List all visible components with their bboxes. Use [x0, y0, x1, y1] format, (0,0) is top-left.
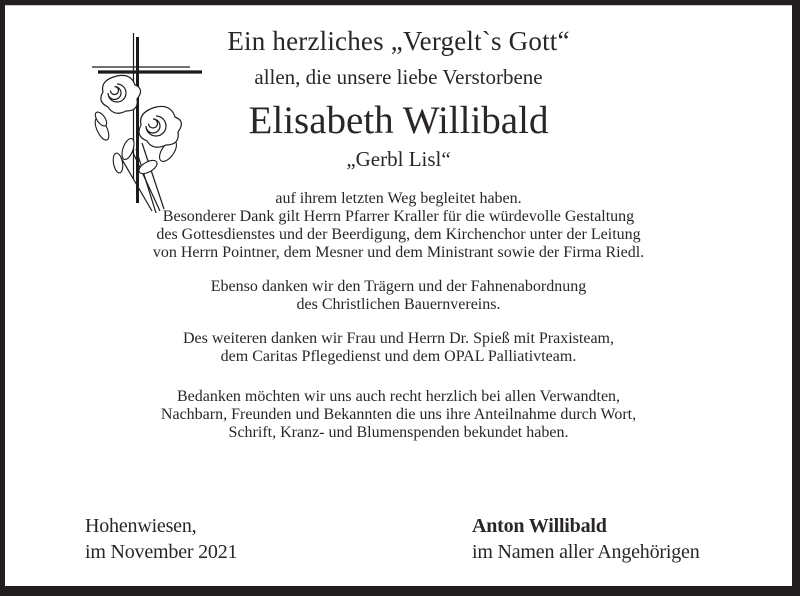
text-line: Des weiteren danken wir Frau und Herrn Dr. Spieß mit Praxisteam, [182, 330, 614, 347]
text-line: des Gottesdienstes und der Beerdigung, dem Kirchenchor unter der Leitung [156, 226, 641, 243]
thanks-heading: Ein herzliches „Vergelt`s Gott“ [227, 26, 570, 56]
signature-subline: im Namen aller Angehörigen [472, 541, 700, 563]
deceased-nickname: „Gerbl Lisl“ [346, 147, 451, 171]
text-line: Besonderer Dank gilt Herrn Pfarrer Kraller für die würdevolle Gestaltung [162, 208, 635, 225]
text-line: Bedanken möchten wir uns auch recht herzlich bei allen Verwandten, [176, 388, 621, 405]
text-line: des Christlichen Bauernvereins. [296, 296, 501, 313]
intro-line: allen, die unsere liebe Verstorbene [254, 65, 543, 89]
notice-body [5, 5, 792, 442]
date-line: im November 2021 [85, 541, 238, 563]
signature-name: Anton Willibald [472, 515, 607, 537]
deceased-name: Elisabeth Willibald [248, 99, 549, 142]
text-line: Ebenso danken wir den Trägern und der Fahnenabordnung [210, 278, 587, 295]
text-line: Schrift, Kranz- und Blumenspenden bekundet haben. [228, 424, 569, 441]
text-line: Nachbarn, Freunden und Bekannten die uns ihre Anteilnahme durch Wort, [160, 406, 637, 423]
text-line: auf ihrem letzten Weg begleitet haben. [275, 190, 522, 207]
text-line: von Herrn Pointner, dem Mesner und dem Ministrant sowie der Firma Riedl. [152, 244, 645, 261]
place-line: Hohenwiesen, [85, 515, 197, 537]
place-and-date [85, 513, 237, 565]
text-line: dem Caritas Pflegedienst und dem OPAL Palliativteam. [220, 348, 577, 365]
signature-block [472, 513, 700, 565]
